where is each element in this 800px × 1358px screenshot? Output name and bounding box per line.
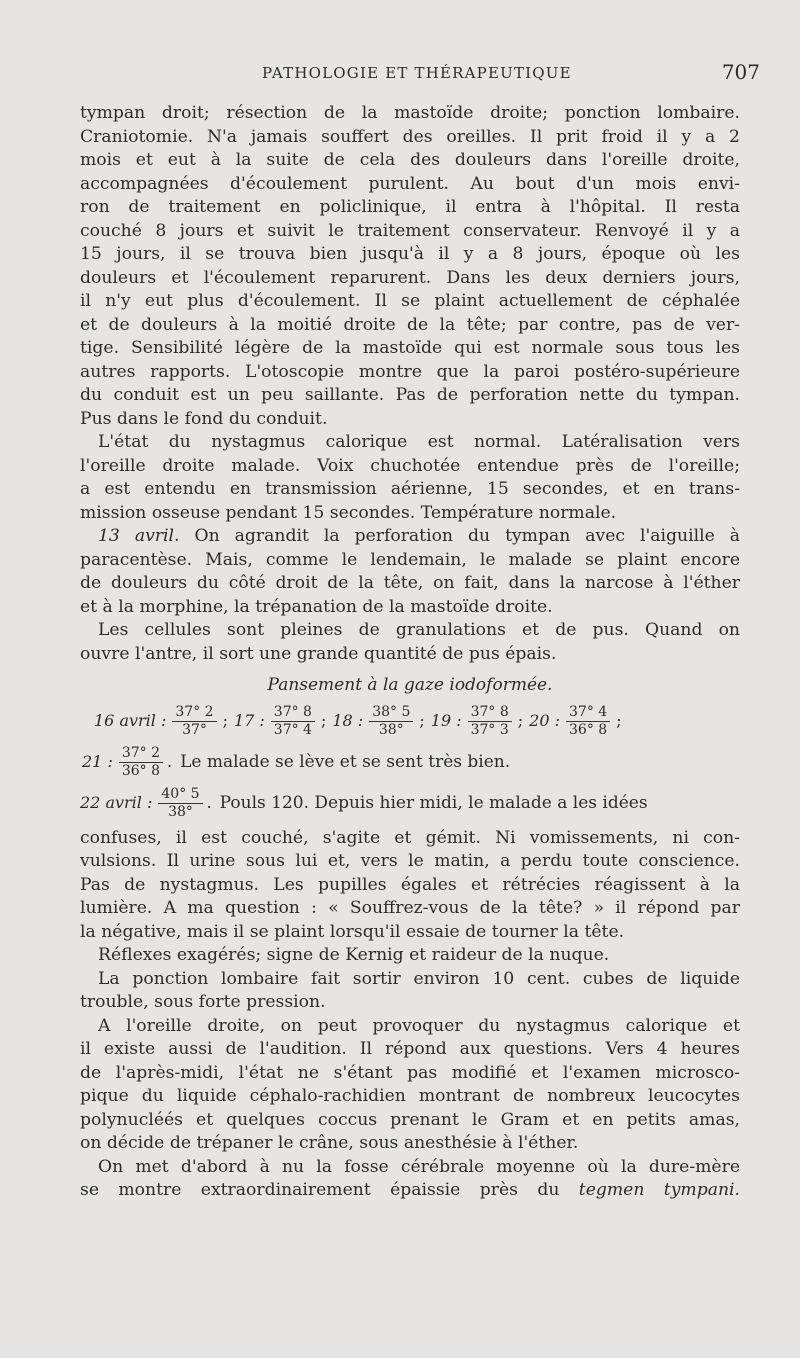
text-line: se montre extraordinairement épaissie près du: [80, 1180, 579, 1200]
date-label: 20 :: [529, 711, 561, 730]
temperature-row: 22 avril : $\frac{40^\circ 5}{38^\circ}$ . Pouls 120. Depuis hier midi, le malade a les idées: [80, 785, 648, 820]
morning-temp: 37° 4: [566, 704, 610, 722]
text-line: pique du liquide céphalo-rachidien montrant de nombreux leucocytes: [80, 1086, 740, 1106]
clinical-note: Le malade se lève et se sent très bien.: [180, 752, 511, 772]
text-line: il n'y eut plus d'écoulement. Il se plaint actuellement de céphalée: [80, 291, 740, 311]
text-line: l'oreille droite malade. Voix chuchotée entendue près de l'oreille;: [80, 455, 740, 476]
text-line: ouvre l'antre, il sort une grande quantité de pus épais.: [80, 643, 557, 664]
text-line: de douleurs du côté droit de la tête, on fait, dans la narcose à l'éther: [80, 573, 740, 593]
morning-temp: 38° 5: [369, 704, 413, 722]
date-label: 21 :: [82, 752, 113, 771]
paragraph-6: [80, 944, 740, 968]
morning-temp: 37° 2: [119, 745, 163, 763]
text-line: Craniotomie. N'a jamais souffert des oreilles. Il prit froid il y a 2: [80, 126, 740, 147]
morning-temp: 37° 8: [271, 704, 315, 722]
text-line: mois et eut à la suite de cela des douleurs dans l'oreille droite,: [80, 150, 740, 170]
text-line: accompagnées d'écoulement purulent. Au bout d'un mois envi-: [80, 173, 740, 194]
date-label: 19 :: [430, 711, 462, 730]
temperature-fraction: [369, 704, 413, 739]
date-label: 18 :: [332, 711, 364, 730]
text-line: 15 jours, il se trouva bien jusqu'à il y a 8 jours, époque où les: [80, 244, 740, 264]
paragraph-3: [80, 525, 740, 619]
evening-temp: 37°: [182, 721, 207, 738]
temperature-table: [80, 704, 740, 821]
text-line: Pas de nystagmus. Les pupilles égales et rétrécies réagissent à la: [80, 874, 740, 895]
text-line: polynucléés et quelques coccus prenant le Gram et en petits amas,: [80, 1109, 740, 1130]
temperature-fraction: [172, 704, 216, 739]
temperature-fraction: [468, 704, 512, 739]
text-line: couché 8 jours et suivit le traitement conservateur. Renvoyé il y a: [80, 220, 740, 241]
latin-term: tegmen tympani.: [578, 1180, 740, 1200]
paragraph-1: [80, 102, 740, 431]
evening-temp: 36° 8: [569, 721, 608, 738]
temperature-row: 16 avril : $\frac{37^\circ 2}{37^\circ}$ ; 17 : $\frac{37^\circ 8}{37^\circ 4}$ ; 18 : $\frac{38^\circ 5}{38^\circ}$ ; 19 : $\frac{37^\circ 8}{37^\circ 3}$ ; 20 : $\frac{37^\circ 4}{36^\circ 8}$ ;: [94, 703, 622, 738]
date-label: 22 avril :: [80, 793, 153, 812]
temperature-row: 21 : $\frac{37^\circ 2}{36^\circ 8}$ . Le malade se lève et se sent très bien.: [82, 744, 511, 779]
clinical-note: Pouls 120. Depuis hier midi, le malade a les idées: [219, 793, 648, 813]
text-line: mission osseuse pendant 15 secondes. Température normale.: [80, 502, 617, 523]
morning-temp: 37° 2: [172, 704, 216, 722]
running-title: PATHOLOGIE ET THÉRAPEUTIQUE: [262, 64, 572, 82]
evening-temp: 36° 8: [121, 762, 161, 779]
text-line: du conduit est un peu saillante. Pas de perforation nette du tympan.: [80, 385, 740, 405]
text-line: Les cellules sont pleines de granulations et de pus. Quand on: [98, 620, 740, 640]
text-line: La ponction lombaire fait sortir environ 10 cent. cubes de liquide: [98, 968, 740, 989]
text-line: autres rapports. L'otoscopie montre que la paroi postéro-supérieure: [80, 361, 740, 382]
date-label: 16 avril :: [94, 711, 167, 730]
text-line: Réflexes exagérés; signe de Kernig et raideur de la nuque.: [98, 945, 610, 965]
evening-temp: 37° 3: [470, 721, 509, 738]
temperature-fraction: [119, 745, 163, 780]
text-line: vulsions. Il urine sous lui et, vers le matin, a perdu toute conscience.: [80, 851, 740, 871]
morning-temp: 37° 8: [468, 704, 512, 722]
evening-temp: 38°: [378, 721, 404, 738]
paragraph-5: [80, 827, 740, 945]
evening-temp: 38°: [168, 803, 193, 820]
text-line: douleurs et l'écoulement reparurent. Dans les deux derniers jours,: [80, 267, 740, 288]
morning-temp: 40° 5: [158, 786, 202, 804]
temperature-fraction: [271, 704, 315, 739]
text-line: L'état du nystagmus calorique est normal. Latéralisation vers: [98, 432, 740, 452]
temperature-fraction: [566, 704, 610, 739]
text-line: A l'oreille droite, on peut provoquer du nystagmus calorique et: [98, 1015, 740, 1036]
paragraph-7: [80, 968, 740, 1015]
text-line: On met d'abord à nu la fosse cérébrale moyenne où la dure-mère: [98, 1156, 740, 1177]
date-label: 17 :: [233, 711, 265, 730]
paragraph-4: [80, 619, 740, 666]
text-line: et à la morphine, la trépanation de la mastoïde droite.: [80, 596, 553, 617]
text-line: a est entendu en transmission aérienne, 15 secondes, et en trans-: [80, 479, 740, 499]
paragraph-8: [80, 1015, 740, 1156]
text-line: trouble, sous forte pression.: [80, 992, 326, 1012]
running-head: [80, 60, 760, 86]
paragraph-2: [80, 431, 740, 525]
text-line: paracentèse. Mais, comme le lendemain, le malade se plaint encore: [80, 549, 740, 570]
text-line: Pus dans le fond du conduit.: [80, 408, 328, 429]
text-line: confuses, il est couché, s'agite et gémit. Ni vomissements, ni con-: [80, 827, 740, 848]
text-line: de l'après-midi, l'état ne s'étant pas modifié et l'examen microsco-: [80, 1062, 740, 1083]
text-line: et de douleurs à la moitié droite de la tête; par contre, pas de ver-: [80, 314, 740, 335]
section-heading: Pansement à la gaze iodoformée.: [267, 675, 553, 695]
text-line: lumière. A ma question : « Souffrez-vous de la tête? » il répond par: [80, 898, 740, 918]
temperature-fraction: [158, 786, 202, 821]
text-line: la négative, mais il se plaint lorsqu'il essaie de tourner la tête.: [80, 921, 625, 942]
text-line: il existe aussi de l'audition. Il répond aux questions. Vers 4 heures: [80, 1039, 740, 1059]
evening-temp: 37° 4: [273, 721, 312, 738]
body-text: [80, 102, 740, 1203]
date-label: 13 avril.: [98, 526, 180, 546]
text-line: On agrandit la perforation du tympan avec l'aiguille à: [179, 526, 741, 546]
text-line: tige. Sensibilité légère de la mastoïde qui est normale sous tous les: [80, 338, 740, 358]
text-line: on décide de trépaner le crâne, sous anesthésie à l'éther.: [80, 1133, 579, 1153]
text-line: ron de traitement en policlinique, il entra à l'hôpital. Il resta: [80, 197, 740, 217]
paragraph-9: [80, 1156, 740, 1203]
text-line: tympan droit; résection de la mastoïde droite; ponction lombaire.: [80, 103, 740, 123]
page-number: 707: [721, 60, 760, 84]
